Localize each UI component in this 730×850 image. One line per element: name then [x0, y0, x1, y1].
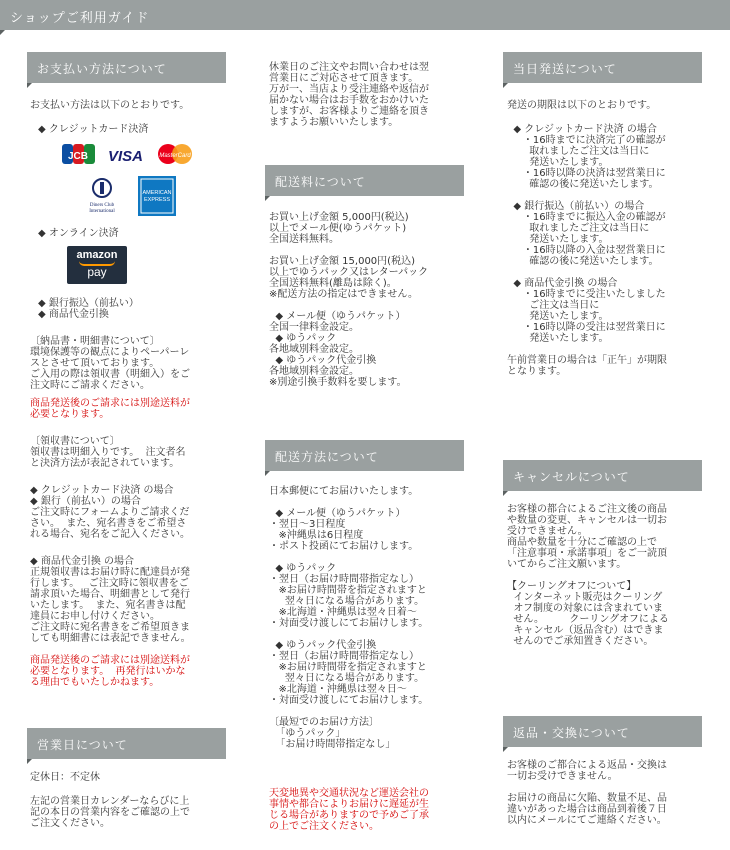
receipt-note: 〔納品書・明細書について〕 環境保護等の観点によりペーパーレ スとさせて頂いております。 ご入用の際は領収書（明細入）をご 注文時にご請求ください。: [30, 336, 190, 391]
invoice-note: 〔領収書について〕 領収書は明細入りです。 注文者名 と決済方法が表記されています。: [30, 436, 186, 469]
page-title: ショップご利用ガイド: [10, 11, 150, 26]
holiday-inquiry-note: 休業日のご注文やお問い合わせは翌 営業日にご対応させて頂きます。 万が一、当店より受注連絡や返信が 届かない場合はお手数をおかけいた しますが、お客様よりご連絡を頂き ますようお願いいたします。: [269, 62, 429, 128]
online-payment-label: ◆ オンライン決済: [38, 228, 119, 239]
receipt-warning: 商品発送後のご請求には別途送料が 必要となります。: [30, 398, 190, 420]
business-days-text: 左記の営業日カレンダーならびに上 記の本日の営業内容をご確認の上で ご注文ください。: [30, 796, 190, 829]
same-day-text: ◆ クレジットカード決済 の場合 ・16時までに決済完了の確認が 取れましたご注文は当日に 発送いたします。 ・16時以降の決済は翌営業日に 確認の後に発送いたします。 ◆ 銀行振込（前払い）の場合 ・16時までに振込入金の確認が 取れましたご注文は当日に 発送いたします。 ・16時以降の入金は翌営業日に 確認の後に発送いたします。 ◆ 商品代金引換 の場合 ・16時までに受注いたしました ご注文は当日に 発送いたします。 ・16時以降の受注は翌営業日に 発送いたします。 午前営業日の場合は「正午」が期限 となります。: [507, 124, 667, 377]
returns-text: お客様のご都合による返品・交換は 一切お受けできません。 お届けの商品に欠陥、数量不足、品 違いがあった場合は商品到着後７日 以内にメールにてご連絡ください。: [507, 760, 667, 826]
card-logos: [60, 140, 210, 222]
amazon-pay-logo: amazon pay: [67, 246, 127, 284]
diners-club-logo: [89, 179, 115, 214]
shipping-fee-text: お買い上げ金額 5,000円(税込) 以上でメール便(ゆうパケット) 全国送料無料。 お買い上げ金額 15,000円(税込) 以上でゆうパック又はレターパック 全国送料無料(離島は除く)。 ※配送方法の指定はできません。 ◆ メール便（ゆうパケット） 全国一律料金設定。 ◆ ゆうパック 各地域別料金設定。 ◆ ゆうパック代金引換 各地域別料金設定。 ※別途引換手数料を要します。: [269, 212, 429, 388]
delivery-warning: 天変地異や交通状況など運送会社の 事情や都合によりお届けに遅延が生 じる場合がありますので予めご了承 の上でご注文ください。: [269, 788, 429, 832]
svg-text:JCB: JCB: [67, 151, 89, 162]
business-days-header: 営業日について: [27, 728, 226, 759]
invoice-credit-bank: ◆ クレジットカード決済 の場合 ◆ 銀行（前払い）の場合 ご注文時にフォームよりご請求くだ さい。 また、宛名書きをご希望さ れる場合、宛名をご記入ください。: [30, 485, 190, 540]
payment-header: お支払い方法について: [27, 52, 226, 83]
svg-text:EXPRESS: EXPRESS: [144, 197, 170, 203]
svg-text:International: International: [89, 209, 115, 214]
american-express-logo: [138, 176, 176, 216]
payment-intro: お支払い方法は以下のとおりです。: [30, 100, 190, 111]
svg-text:MasterCard: MasterCard: [159, 153, 191, 159]
other-payment-methods: ◆ 銀行振込（前払い） ◆ 商品代金引換: [38, 298, 139, 320]
jcb-logo: [62, 144, 95, 164]
cancellation-header: キャンセルについて: [503, 460, 702, 491]
shipping-fee-header: 配送料について: [265, 165, 464, 196]
same-day-intro: 発送の期限は以下のとおりです。: [507, 100, 657, 111]
credit-card-label: ◆ クレジットカード決済: [38, 124, 149, 135]
cancellation-text: お客様の都合によるご注文後の商品 や数量の変更、キャンセルは一切お 受けできません。 商品や数量を十分にご確認の上で 「注意事項・承諾事項」をご一読頂 いてからご注文願います。 【クーリングオフについて】 インターネット販売はクーリング オフ制度の対象には含まれていま せん。 クーリングオフによる キャンセル（返品含む）はできま せんのでご承知置きください。: [507, 504, 669, 647]
invoice-warning: 商品発送後のご請求には別途送料が 必要となります。 再発行はいかな る理由でもいたしかねます。: [30, 655, 190, 688]
same-day-shipping-header: 当日発送について: [503, 52, 702, 83]
svg-text:AMERICAN: AMERICAN: [142, 190, 172, 196]
svg-text:VISA: VISA: [108, 148, 144, 165]
svg-text:Diners Club: Diners Club: [89, 203, 115, 208]
invoice-cod: ◆ 商品代金引換 の場合 正規領収書はお届け時に配達員が発 行します。 ご注文時に領収書をご 請求頂いた場合、明細書として発行 いたします。 また、宛名書きは配 達員にお申し付けください。 ご注文時に宛名書きをご希望頂きま しても明細書には表記できません。: [30, 556, 191, 644]
mastercard-logo: [158, 144, 192, 164]
delivery-method-text: 日本郵便にてお届けいたします。 ◆ メール便（ゆうパケット） ・翌日～3日程度 ※沖縄県は6日程度 ・ポスト投函にてお届けします。 ◆ ゆうパック ・翌日（お届け時間帯指定なし） ※お届け時間帯を指定されますと 翌々日になる場合があります。 ※北海道・沖縄県は翌々日着～ ・対面受け渡しにてお届けします。 ◆ ゆうパック代金引換 ・翌日（お届け時間帯指定なし） ※お届け時間帯を指定されますと 翌々日になる場合があります。 ※北海道・沖縄県は翌々日～ ・対面受け渡しにてお届けします。 〔最短でのお届け方法〕 「ゆうパック」 「お届け時間帯指定なし」: [269, 486, 429, 750]
returns-header: 返品・交換について: [503, 716, 702, 747]
business-holiday: 定休日：不定休: [30, 772, 100, 783]
title-bar-corner: [0, 30, 5, 35]
visa-logo: [108, 148, 143, 165]
page-title-bar: [0, 0, 730, 30]
delivery-method-header: 配送方法について: [265, 440, 464, 471]
